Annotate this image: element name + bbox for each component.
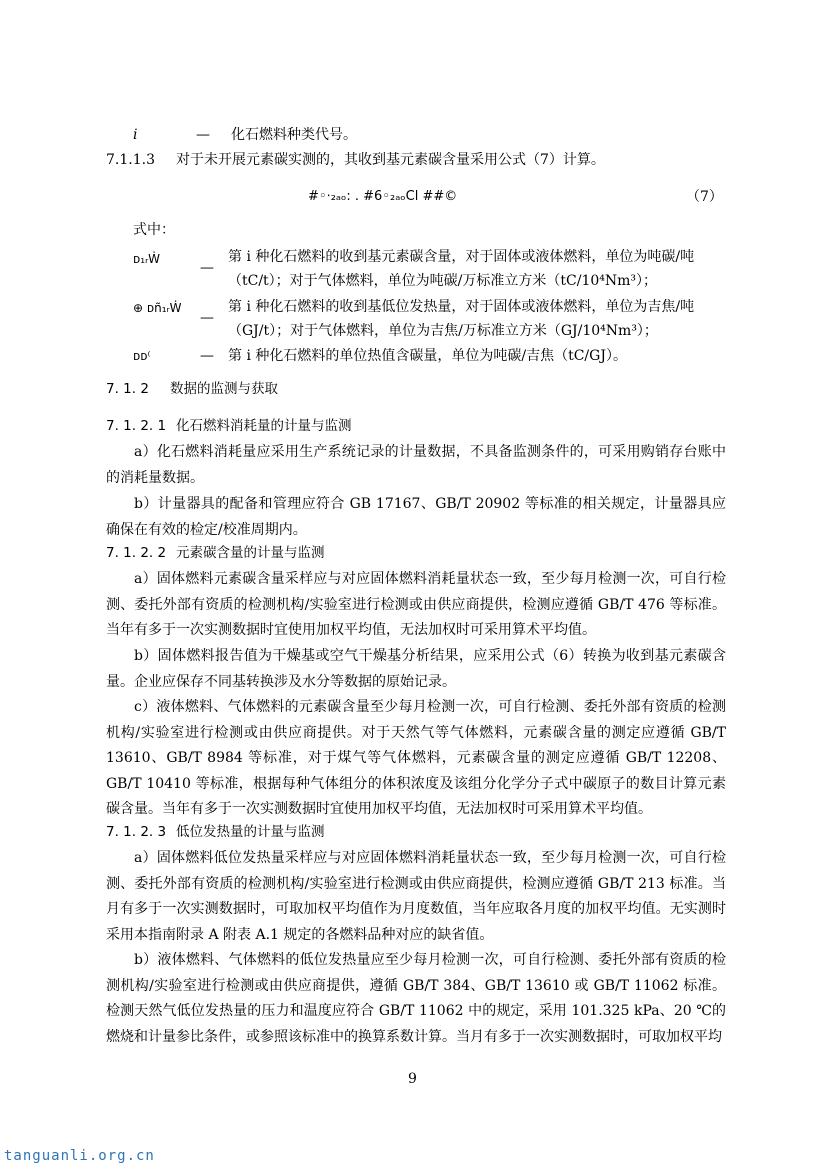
subsection-number: 7. 1. 2. 2 [106, 545, 167, 561]
subsection-title: 低位发热量的计量与监测 [176, 824, 325, 840]
clause-text: 对于未开展元素碳实测的，其收到基元素碳含量采用公式（7）计算。 [176, 152, 605, 168]
section-number: 7. 1. 2 [106, 381, 149, 397]
symbol-carbon-content: ᴅ₁ᵣẆ [133, 252, 161, 266]
definition-line: （GJ/t）；对于气体燃料，单位为吉焦/万标准立方米（GJ/10⁴Nm³）； [228, 323, 658, 339]
paragraph: b）计量器具的配备和管理应符合 GB 17167、GB/T 20902 等标准的相关规定，计量器具应确保在有效的检定/校准周期内。 [106, 496, 726, 538]
page-number: 9 [408, 1071, 417, 1087]
paragraph: b）固体燃料报告值为干燥基或空气干燥基分析结果，应采用公式（6）转换为收到基元素碳含量。企业应保存不同基转换涉及水分等数据的原始记录。 [106, 648, 726, 690]
definition-heating-value [228, 295, 728, 343]
paragraph: a）固体燃料低位发热量采样应与对应固体燃料消耗量状态一致，至少每月检测一次，可自行检测、委托外部有资质的检测机构/实验室进行检测或由供应商提供，检测应遵循 GB/T 213 标准。当月有多于一次实测数据时，可取加权平均值作为月度数值，当年应取各月度的加权平均值。无实测时采用本指南附录 A 附表 A.1 规定的各燃料品种对应的缺省值。 [106, 850, 726, 943]
definition-carbon-per-heat [228, 344, 728, 368]
formula-number: （7） [686, 189, 723, 205]
definition-line: （tC/t）；对于气体燃料，单位为吨碳/万标准立方米（tC/10⁴Nm³）； [228, 273, 658, 289]
subsection-title: 化石燃料消耗量的计量与监测 [176, 418, 352, 434]
subsection-number: 7. 1. 2. 1 [106, 418, 167, 434]
symbol-heating-value: ⊕ ᴅñ₁ᵣẆ [133, 301, 182, 315]
definition-text: 化石燃料种类代号。 [231, 127, 357, 143]
where-label: 式中： [133, 222, 175, 238]
paragraph: b）液体燃料、气体燃料的低位发热量应至少每月检测一次，可自行检测、委托外部有资质的检测机构/实验室进行检测或由供应商提供，遵循 GB/T 384、GB/T 13610 或 GB/T 11062 标准。检测天然气低位发热量的压力和温度应符合 GB/T 11062 中的规定，采用 101.325 kPa、20 ℃的燃烧和计量参比条件，或参照该标准中的换算系数计算。当月有多于一次实测数据时，可取加权平均 [106, 952, 726, 1045]
definition-dash: — [200, 260, 214, 276]
formula-expression: #◦⋅₂ₐₒ: . #6◦₂ₐₒCl ##© [308, 189, 458, 204]
section-title: 数据的监测与获取 [170, 381, 278, 397]
definition-line: 第 i 种化石燃料的单位热值含碳量，单位为吨碳/吉焦（tC/GJ）。 [228, 348, 627, 364]
symbol-carbon-per-heat: ᴅᴅ⁽ [133, 349, 151, 363]
symbol-i: i [133, 127, 138, 143]
definition-line: 第 i 种化石燃料的收到基元素碳含量，对于固体或液体燃料，单位为吨碳/吨 [228, 249, 695, 265]
watermark-text: tanguanli.org.cn [4, 1148, 155, 1164]
paragraph: a）化石燃料消耗量应采用生产系统记录的计量数据，不具备监测条件的，可采用购销存台账中的消耗量数据。 [106, 444, 726, 486]
clause-number: 7.1.1.3 [106, 152, 155, 168]
subsection-number: 7. 1. 2. 3 [106, 824, 167, 840]
definition-line: 第 i 种化石燃料的收到基低位发热量，对于固体或液体燃料，单位为吉焦/吨 [228, 299, 695, 315]
definition-carbon-content [228, 245, 728, 293]
paragraph: a）固体燃料元素碳含量采样应与对应固体燃料消耗量状态一致，至少每月检测一次，可自行检测、委托外部有资质的检测机构/实验室进行检测或由供应商提供，检测应遵循 GB/T 476 等标准。当年有多于一次实测数据时宜使用加权平均值，无法加权时可采用算术平均值。 [106, 571, 726, 638]
definition-dash: — [200, 348, 214, 364]
paragraph: c）液体燃料、气体燃料的元素碳含量至少每月检测一次，可自行检测、委托外部有资质的检测机构/实验室进行检测或由供应商提供。对于天然气等气体燃料，元素碳含量的测定应遵循 GB/T 13610、GB/T 8984 等标准，对于煤气等气体燃料，元素碳含量的测定应遵循 GB/T 12208、GB/T 10410 等标准，根据每种气体组分的体积浓度及该组分化学分子式中碳原子的数目计算元素碳含量。当年有多于一次实测数据时宜使用加权平均值，无法加权时可采用算术平均值。 [106, 699, 726, 817]
subsection-title: 元素碳含量的计量与监测 [176, 545, 325, 561]
definition-dash: — [196, 127, 210, 143]
definition-dash: — [200, 310, 214, 326]
